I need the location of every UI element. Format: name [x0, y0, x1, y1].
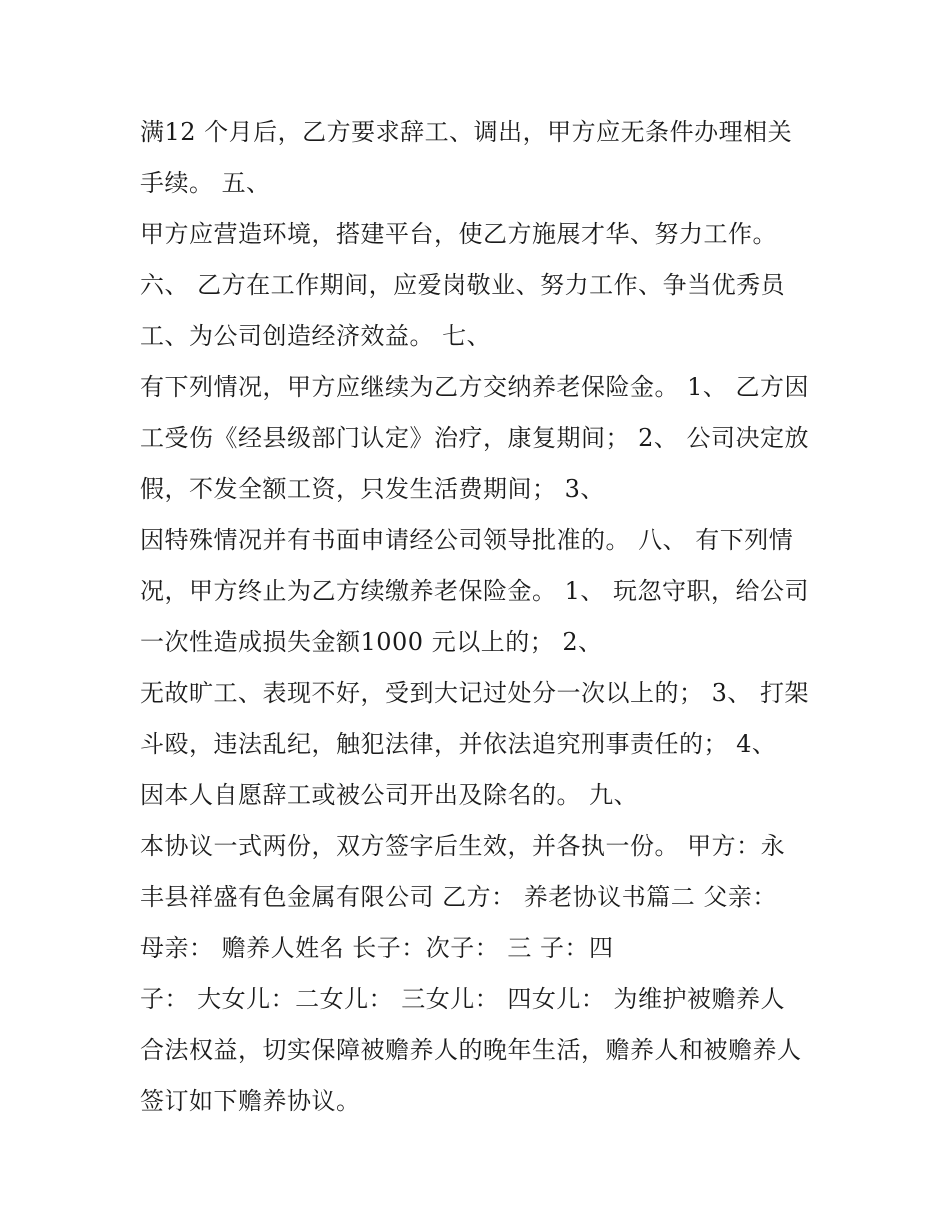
- text-line: 工、为公司创造经济效益。 七、: [140, 322, 492, 350]
- text-line: 六、 乙方在工作期间，应爱岗敬业、努力工作、争当优秀员: [140, 271, 786, 299]
- text-line: 一次性造成损失金额1000 元以上的； 2、: [140, 628, 603, 656]
- text-line: 母亲： 赡养人姓名 长子：次子： 三 子：四: [140, 934, 614, 962]
- text-line: 签订如下赡养协议。: [140, 1087, 361, 1115]
- text-line: 工受伤《经县级部门认定》治疗，康复期间； 2、 公司决定放: [140, 424, 810, 452]
- text-line: 甲方应营造环境，搭建平台，使乙方施展才华、努力工作。: [140, 220, 777, 248]
- document-body: [140, 107, 840, 1127]
- text-line: 况，甲方终止为乙方续缴养老保险金。 1、 玩忽守职，给公司: [140, 577, 810, 605]
- text-line: 无故旷工、表现不好，受到大记过处分一次以上的； 3、 打架: [140, 679, 810, 707]
- text-line: 满12 个月后，乙方要求辞工、调出，甲方应无条件办理相关: [140, 118, 793, 146]
- text-line: 因特殊情况并有书面申请经公司领导批准的。 八、 有下列情: [140, 526, 794, 554]
- text-line: 因本人自愿辞工或被公司开出及除名的。 九、: [140, 781, 639, 809]
- text-line: 有下列情况，甲方应继续为乙方交纳养老保险金。 1、 乙方因: [140, 373, 810, 401]
- text-line: 丰县祥盛有色金属有限公司 乙方： 养老协议书篇二 父亲：: [140, 883, 777, 911]
- text-line: 子： 大女儿：二女儿： 三女儿： 四女儿： 为维护被赡养人: [140, 985, 786, 1013]
- text-line: 合法权益，切实保障被赡养人的晚年生活，赡养人和被赡养人: [140, 1036, 802, 1064]
- text-line: 手续。 五、: [140, 169, 271, 197]
- text-line: 假，不发全额工资，只发生活费期间； 3、: [140, 475, 605, 503]
- text-line: 本协议一式两份，双方签字后生效，并各执一份。 甲方：永: [140, 832, 786, 860]
- text-line: 斗殴，违法乱纪，触犯法律，并依法追究刑事责任的； 4、: [140, 730, 777, 758]
